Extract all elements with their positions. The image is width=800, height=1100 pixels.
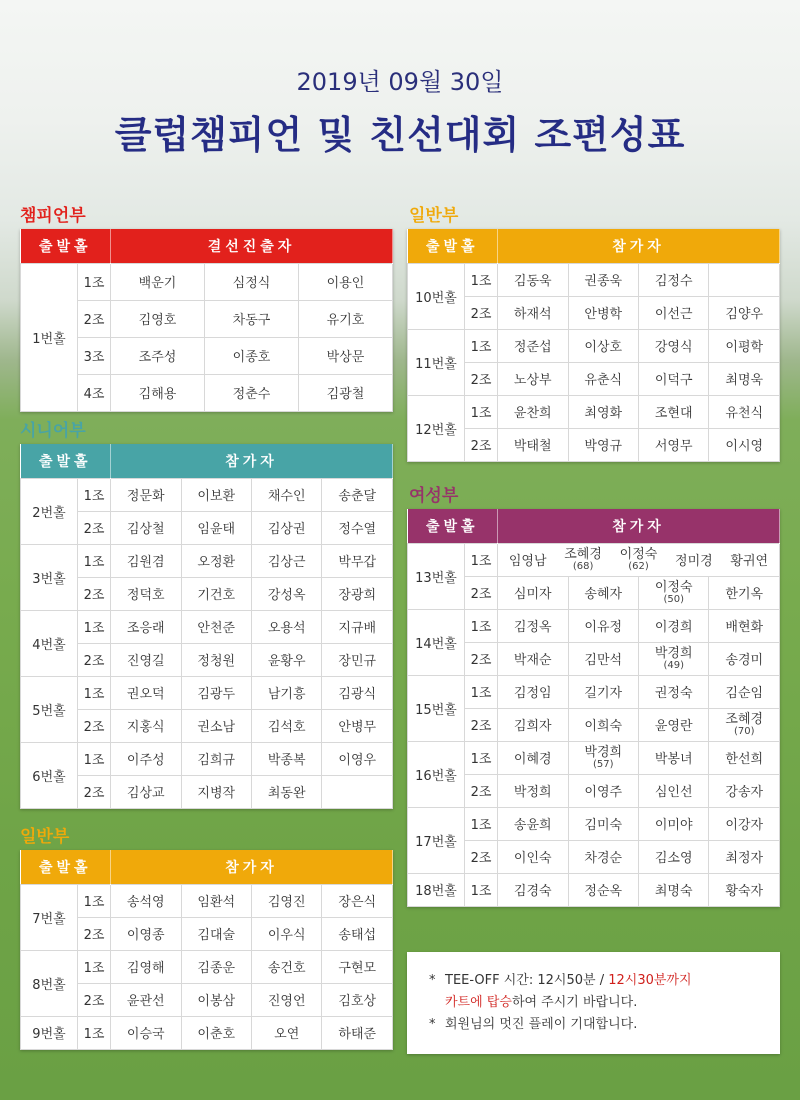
participant-cell: 김만석 bbox=[568, 642, 638, 675]
group-cell: 2조 bbox=[78, 775, 111, 808]
participant-cell: 지병작 bbox=[181, 775, 251, 808]
table-row bbox=[21, 742, 393, 775]
participant-cell: 유천식 bbox=[709, 395, 780, 428]
group-cell: 1조 bbox=[465, 395, 498, 428]
participant-cell: 송혜자 bbox=[568, 576, 638, 609]
table-row bbox=[21, 676, 393, 709]
participant-cell: 이춘호 bbox=[181, 1016, 251, 1049]
participant-cell: 김영호 bbox=[111, 300, 205, 337]
group-cell: 2조 bbox=[465, 428, 498, 461]
participant-cell: 강송자 bbox=[709, 774, 780, 807]
champion-table-panel bbox=[20, 229, 393, 412]
participant-cell: 이영종 bbox=[111, 917, 181, 950]
participant-cell: 김정수 bbox=[638, 263, 708, 296]
group-cell: 2조 bbox=[465, 576, 498, 609]
participant-name: 정미경 bbox=[675, 554, 713, 569]
header-participants: 참가자 bbox=[498, 229, 780, 263]
participant-cell: 이선근 bbox=[638, 296, 708, 329]
participant-cell: 김광식 bbox=[322, 676, 393, 709]
participant-cell: 김영진 bbox=[251, 884, 321, 917]
group-cell: 2조 bbox=[465, 296, 498, 329]
table-row bbox=[408, 873, 780, 906]
participant-cell: 김대술 bbox=[181, 917, 251, 950]
participant-cell: 윤영란 bbox=[638, 708, 708, 741]
group-cell: 1조 bbox=[78, 544, 111, 577]
section-title-champion: 챔피언부 bbox=[20, 206, 86, 226]
participant-age: (70) bbox=[733, 726, 755, 737]
group-cell: 2조 bbox=[78, 511, 111, 544]
participant-cell: 김순임 bbox=[709, 675, 780, 708]
participant-age: (49) bbox=[663, 660, 684, 671]
general-left-table-panel bbox=[20, 850, 393, 1050]
participant-cell: 김상근 bbox=[251, 544, 321, 577]
header-participants: 참가자 bbox=[498, 509, 780, 543]
group-cell: 3조 bbox=[78, 337, 111, 374]
participant-cell: 노상부 bbox=[498, 362, 568, 395]
participant-cell: 윤찬희 bbox=[498, 395, 568, 428]
participant-cell: 이경희 bbox=[638, 609, 708, 642]
start-hole-cell: 9번홀 bbox=[21, 1016, 78, 1049]
participant-cell: 배현화 bbox=[709, 609, 780, 642]
participant-cell: 한선희 bbox=[709, 741, 780, 774]
header-start-hole: 출발홀 bbox=[21, 229, 111, 263]
group-cell: 1조 bbox=[78, 1016, 111, 1049]
participant-cell: 이승국 bbox=[111, 1016, 181, 1049]
group-cell: 2조 bbox=[465, 362, 498, 395]
table-row bbox=[408, 543, 780, 576]
participant-cell: 이희숙 bbox=[568, 708, 638, 741]
group-cell: 4조 bbox=[78, 374, 111, 411]
champion-table bbox=[20, 229, 393, 412]
participant-cell: 조응래 bbox=[111, 610, 181, 643]
participant-cell: 박재순 bbox=[498, 642, 568, 675]
participant-cell: 박태철 bbox=[498, 428, 568, 461]
participant-name: 임영남 bbox=[508, 554, 547, 569]
participant-cell: 박정희 bbox=[498, 774, 568, 807]
participant-cell: 김해용 bbox=[111, 374, 205, 411]
notice-cart-text: 카트에 탑승 bbox=[445, 995, 512, 1010]
participant-cell: 정춘수 bbox=[205, 374, 299, 411]
group-cell: 2조 bbox=[465, 840, 498, 873]
women-table bbox=[407, 509, 780, 907]
group-cell: 1조 bbox=[465, 543, 498, 576]
participant-cell: 이강자 bbox=[709, 807, 780, 840]
participant-cell: 김광철 bbox=[298, 374, 392, 411]
participant-cell: 김양우 bbox=[709, 296, 780, 329]
participant-cell: 김광두 bbox=[181, 676, 251, 709]
notice-tee-off-text: TEE-OFF 시간: 12시50분 / bbox=[445, 973, 609, 988]
participant-cell: 심미자 bbox=[498, 576, 568, 609]
group-cell: 1조 bbox=[465, 741, 498, 774]
participant-cell: 구현모 bbox=[322, 950, 393, 983]
notice-request-text: 하여 주시기 바랍니다. bbox=[511, 995, 638, 1010]
participant-cell: 정문화 bbox=[111, 478, 181, 511]
participant-cell: 조현대 bbox=[638, 395, 708, 428]
participant-cell: 김소영 bbox=[638, 840, 708, 873]
start-hole-cell: 5번홀 bbox=[21, 676, 78, 742]
participant-cell: 윤관선 bbox=[111, 983, 181, 1016]
group-cell: 2조 bbox=[465, 708, 498, 741]
start-hole-cell: 11번홀 bbox=[408, 329, 465, 395]
participant-name bbox=[564, 547, 602, 572]
participant-cell: 심인선 bbox=[638, 774, 708, 807]
page-title: 클럽챔피언 및 친선대회 조편성표 bbox=[114, 113, 686, 157]
group-cell: 1조 bbox=[78, 950, 111, 983]
group-cell: 1조 bbox=[78, 884, 111, 917]
start-hole-cell: 13번홀 bbox=[408, 543, 465, 609]
group-cell: 1조 bbox=[78, 263, 111, 300]
participant-cell: 김동욱 bbox=[498, 263, 568, 296]
participant-cell: 김석호 bbox=[251, 709, 321, 742]
participant-cell: 이용인 bbox=[298, 263, 392, 300]
participant-cell: 심정식 bbox=[205, 263, 299, 300]
participant-cell: 이덕구 bbox=[638, 362, 708, 395]
start-hole-cell: 12번홀 bbox=[408, 395, 465, 461]
group-cell: 1조 bbox=[465, 807, 498, 840]
table-row bbox=[408, 807, 780, 840]
notice-box bbox=[407, 952, 780, 1054]
group-cell: 2조 bbox=[465, 642, 498, 675]
participant-cell: 채수인 bbox=[251, 478, 321, 511]
participant-cell: 유춘식 bbox=[568, 362, 638, 395]
participant-cell: 권정숙 bbox=[638, 675, 708, 708]
participant-age: (62) bbox=[628, 561, 649, 572]
participant-cell: 이종호 bbox=[205, 337, 299, 374]
participant-cell: 김상권 bbox=[251, 511, 321, 544]
participant-cell: 박종복 bbox=[251, 742, 321, 775]
group-cell: 2조 bbox=[78, 577, 111, 610]
notice-wish-text: 회원님의 멋진 플레이 기대합니다. bbox=[445, 1017, 638, 1032]
group-cell: 1조 bbox=[78, 742, 111, 775]
participant-cell: 송태섭 bbox=[322, 917, 393, 950]
participant-name-text: 조혜경 bbox=[564, 547, 602, 562]
participant-age: (50) bbox=[663, 594, 684, 605]
participant-cell: 김희규 bbox=[181, 742, 251, 775]
participant-name-text: 이정숙 bbox=[619, 547, 658, 562]
group-cell: 1조 bbox=[465, 873, 498, 906]
participant-cell: 김원겸 bbox=[111, 544, 181, 577]
table-row bbox=[408, 329, 780, 362]
participant-cell bbox=[568, 741, 638, 774]
participant-cell: 진영길 bbox=[111, 643, 181, 676]
participant-cell: 윤황우 bbox=[251, 643, 321, 676]
participant-cell: 한기옥 bbox=[709, 576, 780, 609]
senior-table-panel bbox=[20, 444, 393, 809]
participant-cell: 정청원 bbox=[181, 643, 251, 676]
participant-cell: 이우식 bbox=[251, 917, 321, 950]
table-row bbox=[21, 610, 393, 643]
women-table-panel bbox=[407, 509, 780, 907]
table-row bbox=[408, 741, 780, 774]
table-row bbox=[21, 263, 393, 300]
participant-cell: 최명숙 bbox=[638, 873, 708, 906]
participant-cell: 임환석 bbox=[181, 884, 251, 917]
participant-cell: 박영규 bbox=[568, 428, 638, 461]
participant-cell: 권오덕 bbox=[111, 676, 181, 709]
header-participants: 참가자 bbox=[111, 850, 393, 884]
start-hole-cell: 14번홀 bbox=[408, 609, 465, 675]
participant-cell: 서영무 bbox=[638, 428, 708, 461]
participant-cell: 정덕호 bbox=[111, 577, 181, 610]
section-title-senior: 시니어부 bbox=[20, 421, 86, 441]
section-title-general-right: 일반부 bbox=[409, 206, 459, 226]
group-cell: 2조 bbox=[78, 917, 111, 950]
participant-cell: 송춘달 bbox=[322, 478, 393, 511]
participant-cell: 정순옥 bbox=[568, 873, 638, 906]
start-hole-cell: 6번홀 bbox=[21, 742, 78, 808]
participant-cell: 이미야 bbox=[638, 807, 708, 840]
participant-cell: 안병무 bbox=[322, 709, 393, 742]
group-cell: 2조 bbox=[78, 709, 111, 742]
participant-name-text: 박경희 bbox=[584, 745, 623, 760]
header-participants: 참가자 bbox=[111, 444, 393, 478]
participant-cell: 박봉녀 bbox=[638, 741, 708, 774]
participant-cell: 송건호 bbox=[251, 950, 321, 983]
table-row bbox=[408, 675, 780, 708]
notice-line-3 bbox=[429, 1014, 764, 1036]
participant-cell: 김호상 bbox=[322, 983, 393, 1016]
participant-cell: 오연 bbox=[251, 1016, 321, 1049]
start-hole-cell: 15번홀 bbox=[408, 675, 465, 741]
participant-cell: 김희자 bbox=[498, 708, 568, 741]
participant-cell: 정준섭 bbox=[498, 329, 568, 362]
participant-cell: 황숙자 bbox=[709, 873, 780, 906]
participant-cell: 김미숙 bbox=[568, 807, 638, 840]
table-row bbox=[21, 884, 393, 917]
group-cell: 1조 bbox=[465, 329, 498, 362]
table-row bbox=[21, 1016, 393, 1049]
participant-cell: 안천준 bbox=[181, 610, 251, 643]
participant-cell: 이보환 bbox=[181, 478, 251, 511]
participant-age: (68) bbox=[572, 561, 594, 572]
participant-cell: 김정임 bbox=[498, 675, 568, 708]
participant-cell: 이시영 bbox=[709, 428, 780, 461]
event-date: 2019년 09월 30일 bbox=[296, 68, 504, 96]
participant-cell: 이영우 bbox=[322, 742, 393, 775]
participant-cell: 김영해 bbox=[111, 950, 181, 983]
participant-cell bbox=[322, 775, 393, 808]
start-hole-cell: 2번홀 bbox=[21, 478, 78, 544]
participant-cell: 최동완 bbox=[251, 775, 321, 808]
participant-cell: 이영주 bbox=[568, 774, 638, 807]
start-hole-cell: 3번홀 bbox=[21, 544, 78, 610]
participant-cell: 백운기 bbox=[111, 263, 205, 300]
participant-cell: 최영화 bbox=[568, 395, 638, 428]
participant-cell: 권종욱 bbox=[568, 263, 638, 296]
start-hole-cell: 10번홀 bbox=[408, 263, 465, 329]
start-hole-cell: 16번홀 bbox=[408, 741, 465, 807]
participant-cell: 송윤희 bbox=[498, 807, 568, 840]
notice-bullet: * bbox=[429, 973, 436, 988]
notice-deadline-text: 12시30분까지 bbox=[608, 973, 692, 988]
header-start-hole: 출발홀 bbox=[408, 509, 498, 543]
participant-cell: 진영언 bbox=[251, 983, 321, 1016]
general-right-table-panel bbox=[407, 229, 780, 462]
participant-cell: 하태준 bbox=[322, 1016, 393, 1049]
participant-cell: 이주성 bbox=[111, 742, 181, 775]
header-participants: 결선진출자 bbox=[111, 229, 393, 263]
participant-cell: 권소남 bbox=[181, 709, 251, 742]
participant-cell: 조주성 bbox=[111, 337, 205, 374]
participant-cell: 강영식 bbox=[638, 329, 708, 362]
participant-cell: 김종운 bbox=[181, 950, 251, 983]
participant-cell: 안병학 bbox=[568, 296, 638, 329]
general_right-table bbox=[407, 229, 780, 462]
participant-cell: 남기흥 bbox=[251, 676, 321, 709]
participant-cell: 김상교 bbox=[111, 775, 181, 808]
participant-cell bbox=[709, 708, 780, 741]
group-cell: 1조 bbox=[465, 675, 498, 708]
participant-cell: 지홍식 bbox=[111, 709, 181, 742]
section-title-women: 여성부 bbox=[409, 486, 459, 506]
participant-cell bbox=[498, 543, 780, 576]
notice-bullet-2: * bbox=[429, 1017, 436, 1032]
start-hole-cell: 8번홀 bbox=[21, 950, 78, 1016]
participant-cell: 차동구 bbox=[205, 300, 299, 337]
participant-cell: 김정옥 bbox=[498, 609, 568, 642]
table-row bbox=[408, 395, 780, 428]
participant-cell: 장민규 bbox=[322, 643, 393, 676]
participant-cell: 박무갑 bbox=[322, 544, 393, 577]
participant-name-text: 이정숙 bbox=[654, 580, 693, 595]
participant-name-text: 박경희 bbox=[654, 646, 693, 661]
header-start-hole: 출발홀 bbox=[21, 850, 111, 884]
group-cell: 2조 bbox=[465, 774, 498, 807]
participant-age: (57) bbox=[592, 759, 614, 770]
group-cell: 2조 bbox=[78, 983, 111, 1016]
participant-cell: 이혜경 bbox=[498, 741, 568, 774]
participant-cell: 이유정 bbox=[568, 609, 638, 642]
participant-cell: 박상문 bbox=[298, 337, 392, 374]
table-row bbox=[21, 544, 393, 577]
participant-cell: 장광희 bbox=[322, 577, 393, 610]
participant-cell: 강성옥 bbox=[251, 577, 321, 610]
start-hole-cell: 18번홀 bbox=[408, 873, 465, 906]
group-cell: 1조 bbox=[78, 610, 111, 643]
participant-cell bbox=[709, 263, 780, 296]
start-hole-cell: 4번홀 bbox=[21, 610, 78, 676]
participant-cell bbox=[638, 576, 708, 609]
participant-cell: 지규배 bbox=[322, 610, 393, 643]
participant-cell: 길기자 bbox=[568, 675, 638, 708]
table-row bbox=[21, 478, 393, 511]
participant-cell: 하재석 bbox=[498, 296, 568, 329]
group-cell: 1조 bbox=[78, 676, 111, 709]
senior-table bbox=[20, 444, 393, 809]
group-cell: 1조 bbox=[465, 609, 498, 642]
participant-cell: 송경미 bbox=[709, 642, 780, 675]
group-cell: 2조 bbox=[78, 643, 111, 676]
participant-cell: 차경순 bbox=[568, 840, 638, 873]
header-start-hole: 출발홀 bbox=[408, 229, 498, 263]
participant-cell: 이봉삼 bbox=[181, 983, 251, 1016]
notice-line-1 bbox=[429, 970, 764, 992]
participant-cell: 이상호 bbox=[568, 329, 638, 362]
participant-cell: 오용석 bbox=[251, 610, 321, 643]
participant-name bbox=[620, 547, 658, 572]
participant-name-text: 조혜경 bbox=[725, 712, 764, 727]
participant-cell: 이인숙 bbox=[498, 840, 568, 873]
participant-cell: 최정자 bbox=[709, 840, 780, 873]
table-row bbox=[408, 609, 780, 642]
group-cell: 1조 bbox=[465, 263, 498, 296]
participant-cell: 김상철 bbox=[111, 511, 181, 544]
participant-cell: 정수열 bbox=[322, 511, 393, 544]
participant-cell: 최명욱 bbox=[709, 362, 780, 395]
participant-cell: 기건호 bbox=[181, 577, 251, 610]
participant-cell: 이평학 bbox=[709, 329, 780, 362]
start-hole-cell: 17번홀 bbox=[408, 807, 465, 873]
group-cell: 1조 bbox=[78, 478, 111, 511]
participant-cell: 송석영 bbox=[111, 884, 181, 917]
participant-cell bbox=[638, 642, 708, 675]
table-row bbox=[21, 950, 393, 983]
participant-name: 황귀연 bbox=[730, 554, 769, 569]
general_left-table bbox=[20, 850, 393, 1050]
participant-cell: 임윤태 bbox=[181, 511, 251, 544]
notice-line-2 bbox=[445, 992, 764, 1014]
section-title-general-left: 일반부 bbox=[20, 827, 70, 847]
participant-cell: 장은식 bbox=[322, 884, 393, 917]
start-hole-cell: 1번홀 bbox=[21, 263, 78, 411]
participant-cell: 김경숙 bbox=[498, 873, 568, 906]
table-row bbox=[408, 263, 780, 296]
participant-cell: 오정환 bbox=[181, 544, 251, 577]
start-hole-cell: 7번홀 bbox=[21, 884, 78, 950]
group-cell: 2조 bbox=[78, 300, 111, 337]
participant-cell: 유기호 bbox=[298, 300, 392, 337]
header-start-hole: 출발홀 bbox=[21, 444, 111, 478]
